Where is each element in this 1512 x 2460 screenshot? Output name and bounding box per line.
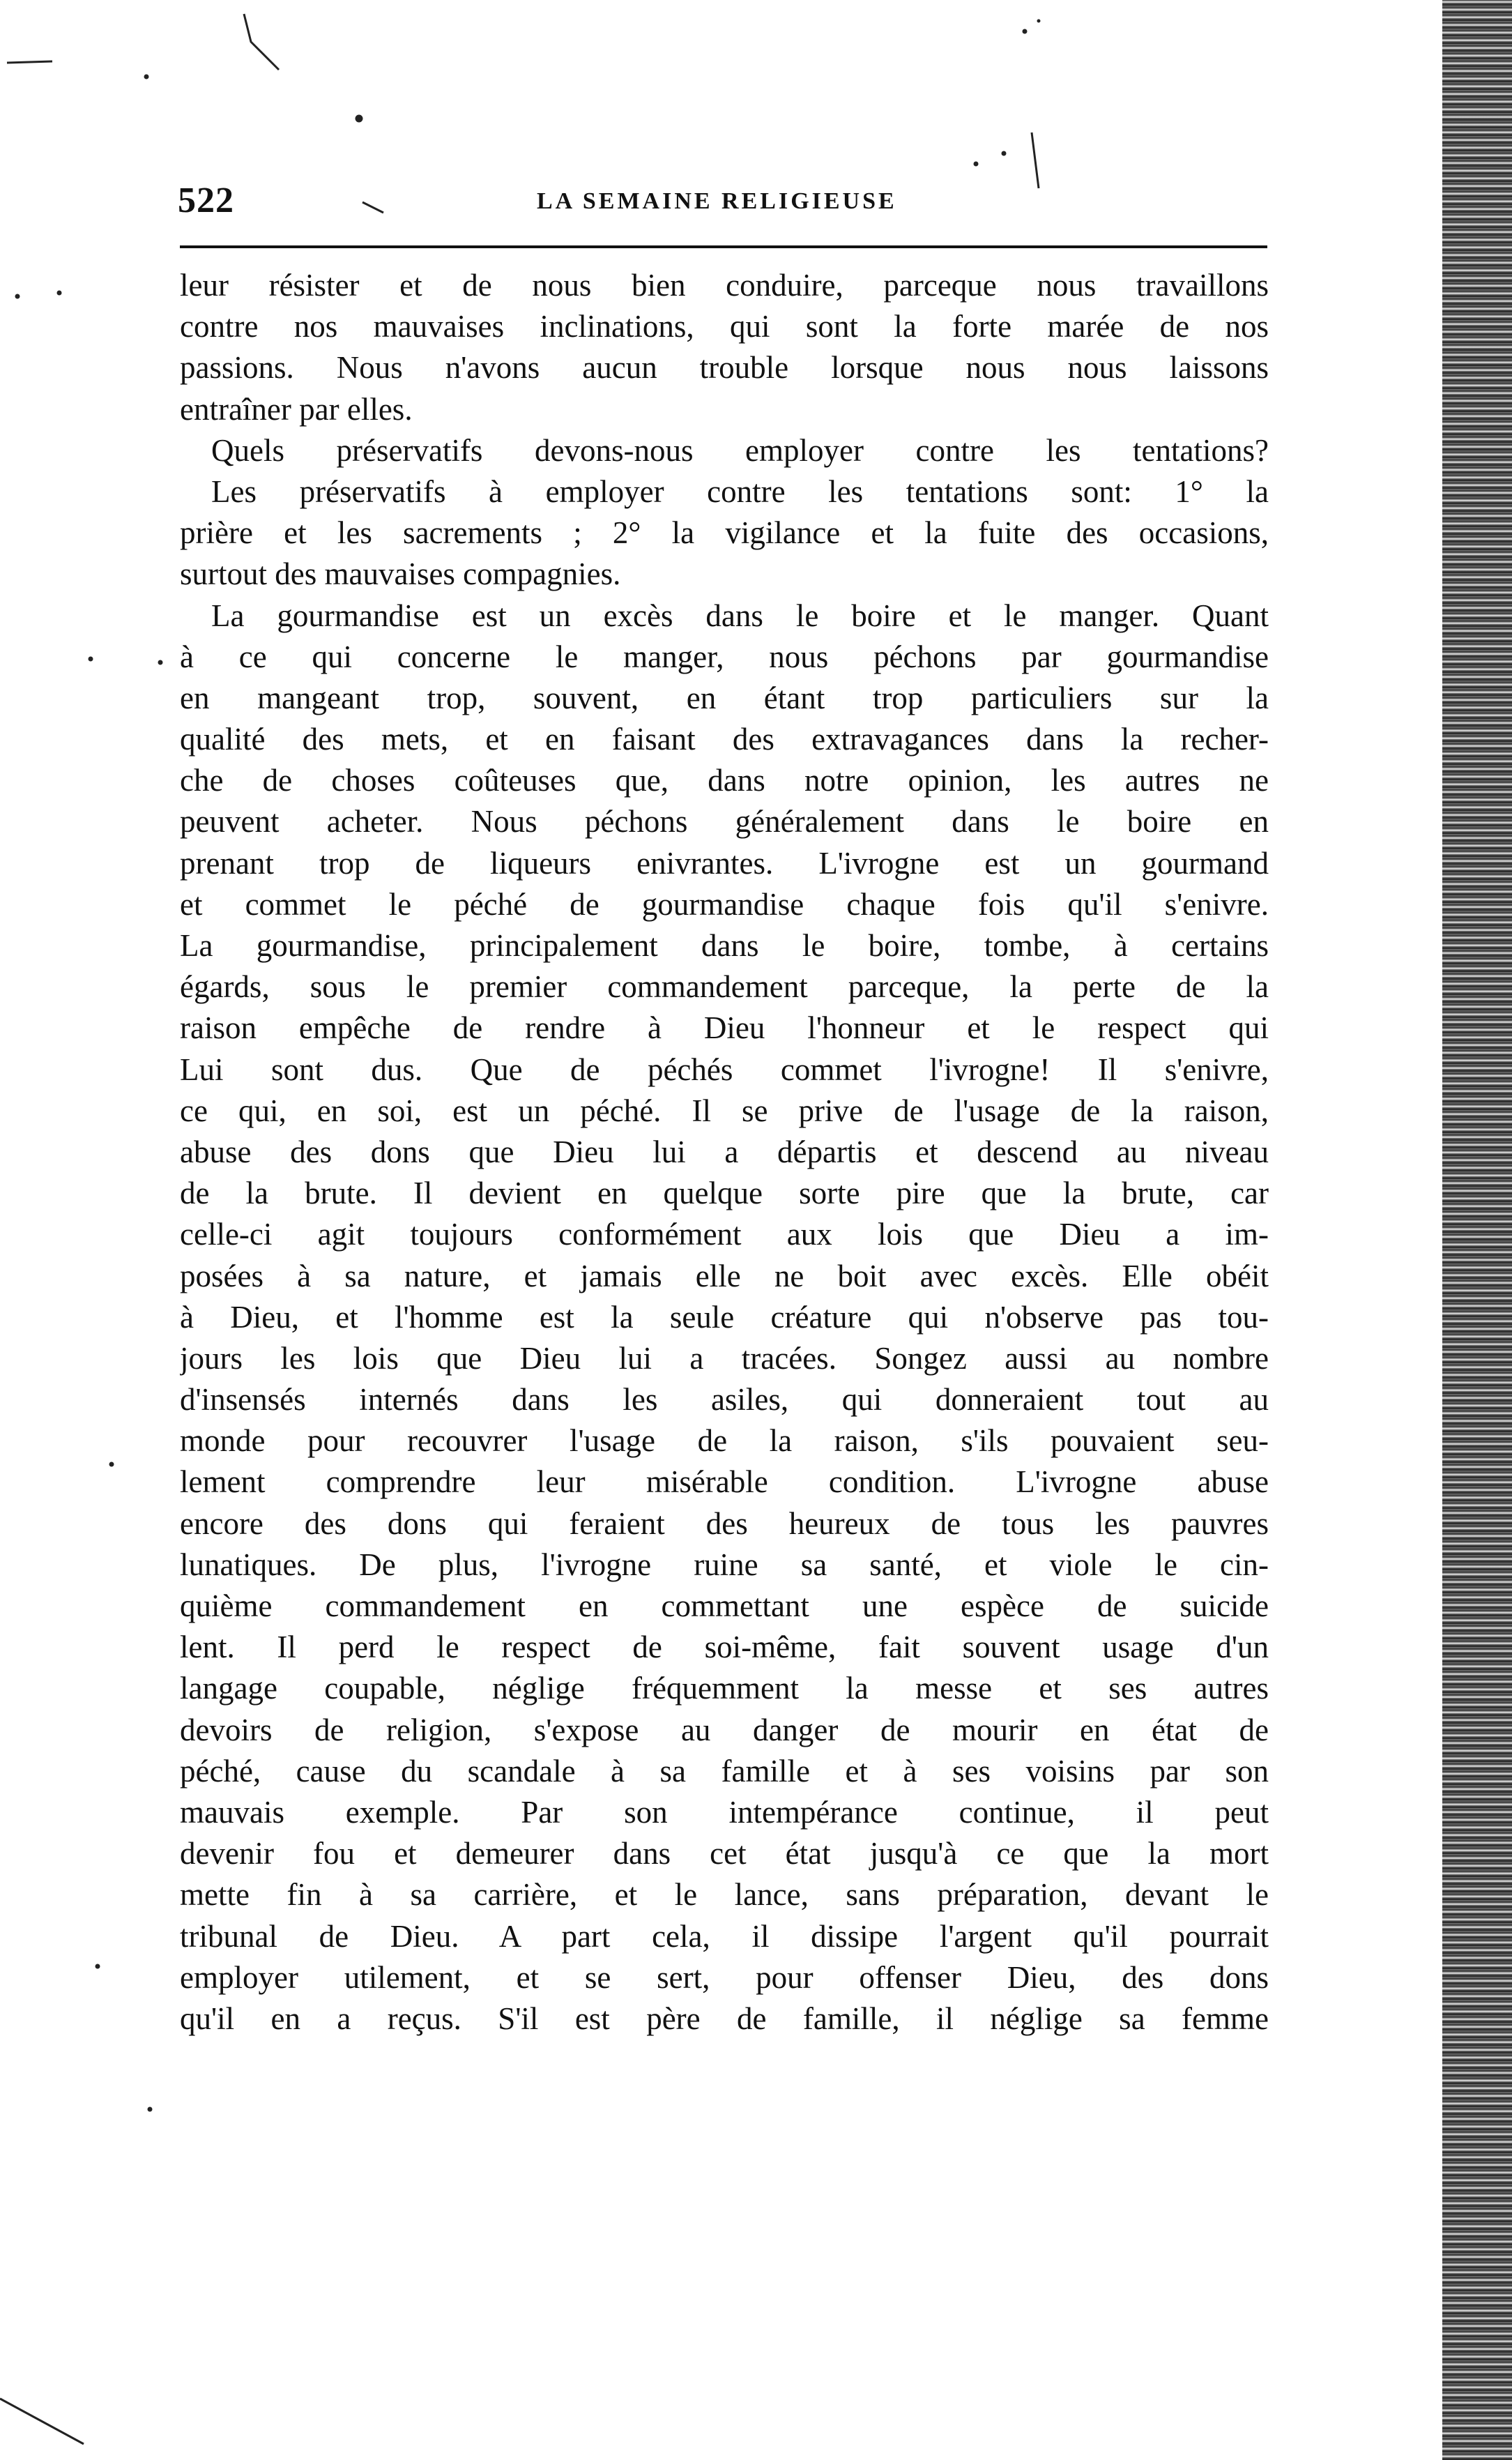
running-title: LA SEMAINE RELIGIEUSE xyxy=(537,188,897,214)
text-line: posées à sa nature, et jamais elle ne boit avec excès. Elle obéit xyxy=(180,1258,1269,1293)
text-line: La gourmandise est un excès dans le boire et le manger. Quant xyxy=(211,598,1269,633)
page-header xyxy=(178,180,1265,236)
text-line: mauvais exemple. Par son intempérance continue, il peut xyxy=(180,1794,1269,1830)
text-line: d'insensés internés dans les asiles, qui donneraient tout au xyxy=(180,1382,1269,1418)
text-line: contre nos mauvaises inclinations, qui sont la forte marée de nos xyxy=(180,309,1269,344)
body-text xyxy=(180,265,1269,2040)
text-line: raison empêche de rendre à Dieu l'honneur et le respect qui xyxy=(180,1010,1269,1046)
text-line: surtout des mauvaises compagnies. xyxy=(180,556,621,592)
text-line: quième commandement en commettant une espèce de suicide xyxy=(180,1588,1269,1623)
text-line: devoirs de religion, s'expose au danger de mourir en état de xyxy=(180,1712,1269,1747)
text-line: de la brute. Il devient en quelque sorte pire que la brute, car xyxy=(180,1176,1269,1211)
text-line: jours les lois que Dieu lui a tracées. Songez aussi au nombre xyxy=(180,1340,1269,1376)
text-line: lunatiques. De plus, l'ivrogne ruine sa santé, et viole le cin- xyxy=(180,1547,1269,1582)
text-line: égards, sous le premier commandement parceque, la perte de la xyxy=(180,969,1269,1005)
text-line: employer utilement, et se sert, pour offenser Dieu, des dons xyxy=(180,1959,1269,1995)
text-line: qu'il en a reçus. S'il est père de famille, il néglige sa femme xyxy=(180,2000,1269,2036)
page-number: 522 xyxy=(178,181,234,220)
header-rule xyxy=(180,245,1267,248)
text-line: tribunal de Dieu. A part cela, il dissipe l'argent qu'il pourrait xyxy=(180,1918,1269,1954)
text-line: ce qui, en soi, est un péché. Il se prive de l'usage de la raison, xyxy=(180,1093,1269,1128)
text-line: che de choses coûteuses que, dans notre opinion, les autres ne xyxy=(180,763,1269,798)
text-line: prière et les sacrements ; 2° la vigilance et la fuite des occasions, xyxy=(180,515,1269,551)
text-line: passions. Nous n'avons aucun trouble lorsque nous nous laissons xyxy=(180,350,1269,386)
text-line: Les préservatifs à employer contre les tentations sont: 1° la xyxy=(211,473,1269,509)
text-line: prenant trop de liqueurs enivrantes. L'ivrogne est un gourmand xyxy=(180,845,1269,881)
text-line: abuse des dons que Dieu lui a départis et descend au niveau xyxy=(180,1134,1269,1169)
text-line: devenir fou et demeurer dans cet état jusqu'à ce que la mort xyxy=(180,1836,1269,1871)
text-line: lement comprendre leur misérable condition. L'ivrogne abuse xyxy=(180,1464,1269,1500)
text-line: en mangeant trop, souvent, en étant trop particuliers sur la xyxy=(180,680,1269,715)
text-line: celle-ci agit toujours conformément aux lois que Dieu a im- xyxy=(180,1217,1269,1252)
text-line: mette fin à sa carrière, et le lance, sans préparation, devant le xyxy=(180,1877,1269,1913)
text-line: à ce qui concerne le manger, nous péchons par gourmandise xyxy=(180,639,1269,674)
text-line: peuvent acheter. Nous péchons généralement dans le boire en xyxy=(180,804,1269,840)
text-line: lent. Il perd le respect de soi-même, fait souvent usage d'un xyxy=(180,1630,1269,1665)
text-line: Lui sont dus. Que de péchés commet l'ivrogne! Il s'enivre, xyxy=(180,1051,1269,1087)
text-line: Quels préservatifs devons-nous employer contre les tentations? xyxy=(211,432,1269,468)
text-line: et commet le péché de gourmandise chaque fois qu'il s'enivre. xyxy=(180,886,1269,922)
text-line: à Dieu, et l'homme est la seule créature qui n'observe pas tou- xyxy=(180,1299,1269,1335)
text-line: encore des dons qui feraient des heureux de tous les pauvres xyxy=(180,1505,1269,1541)
text-line: péché, cause du scandale à sa famille et à ses voisins par son xyxy=(180,1753,1269,1789)
text-line: monde pour recouvrer l'usage de la raison, s'ils pouvaient seu- xyxy=(180,1423,1269,1459)
text-line: qualité des mets, et en faisant des extravagances dans la recher- xyxy=(180,722,1269,757)
text-line: La gourmandise, principalement dans le boire, tombe, à certains xyxy=(180,928,1269,963)
text-line: entraîner par elles. xyxy=(180,391,413,427)
text-line: leur résister et de nous bien conduire, parceque nous travaillons xyxy=(180,268,1269,303)
text-line: langage coupable, néglige fréquemment la messe et ses autres xyxy=(180,1671,1269,1706)
